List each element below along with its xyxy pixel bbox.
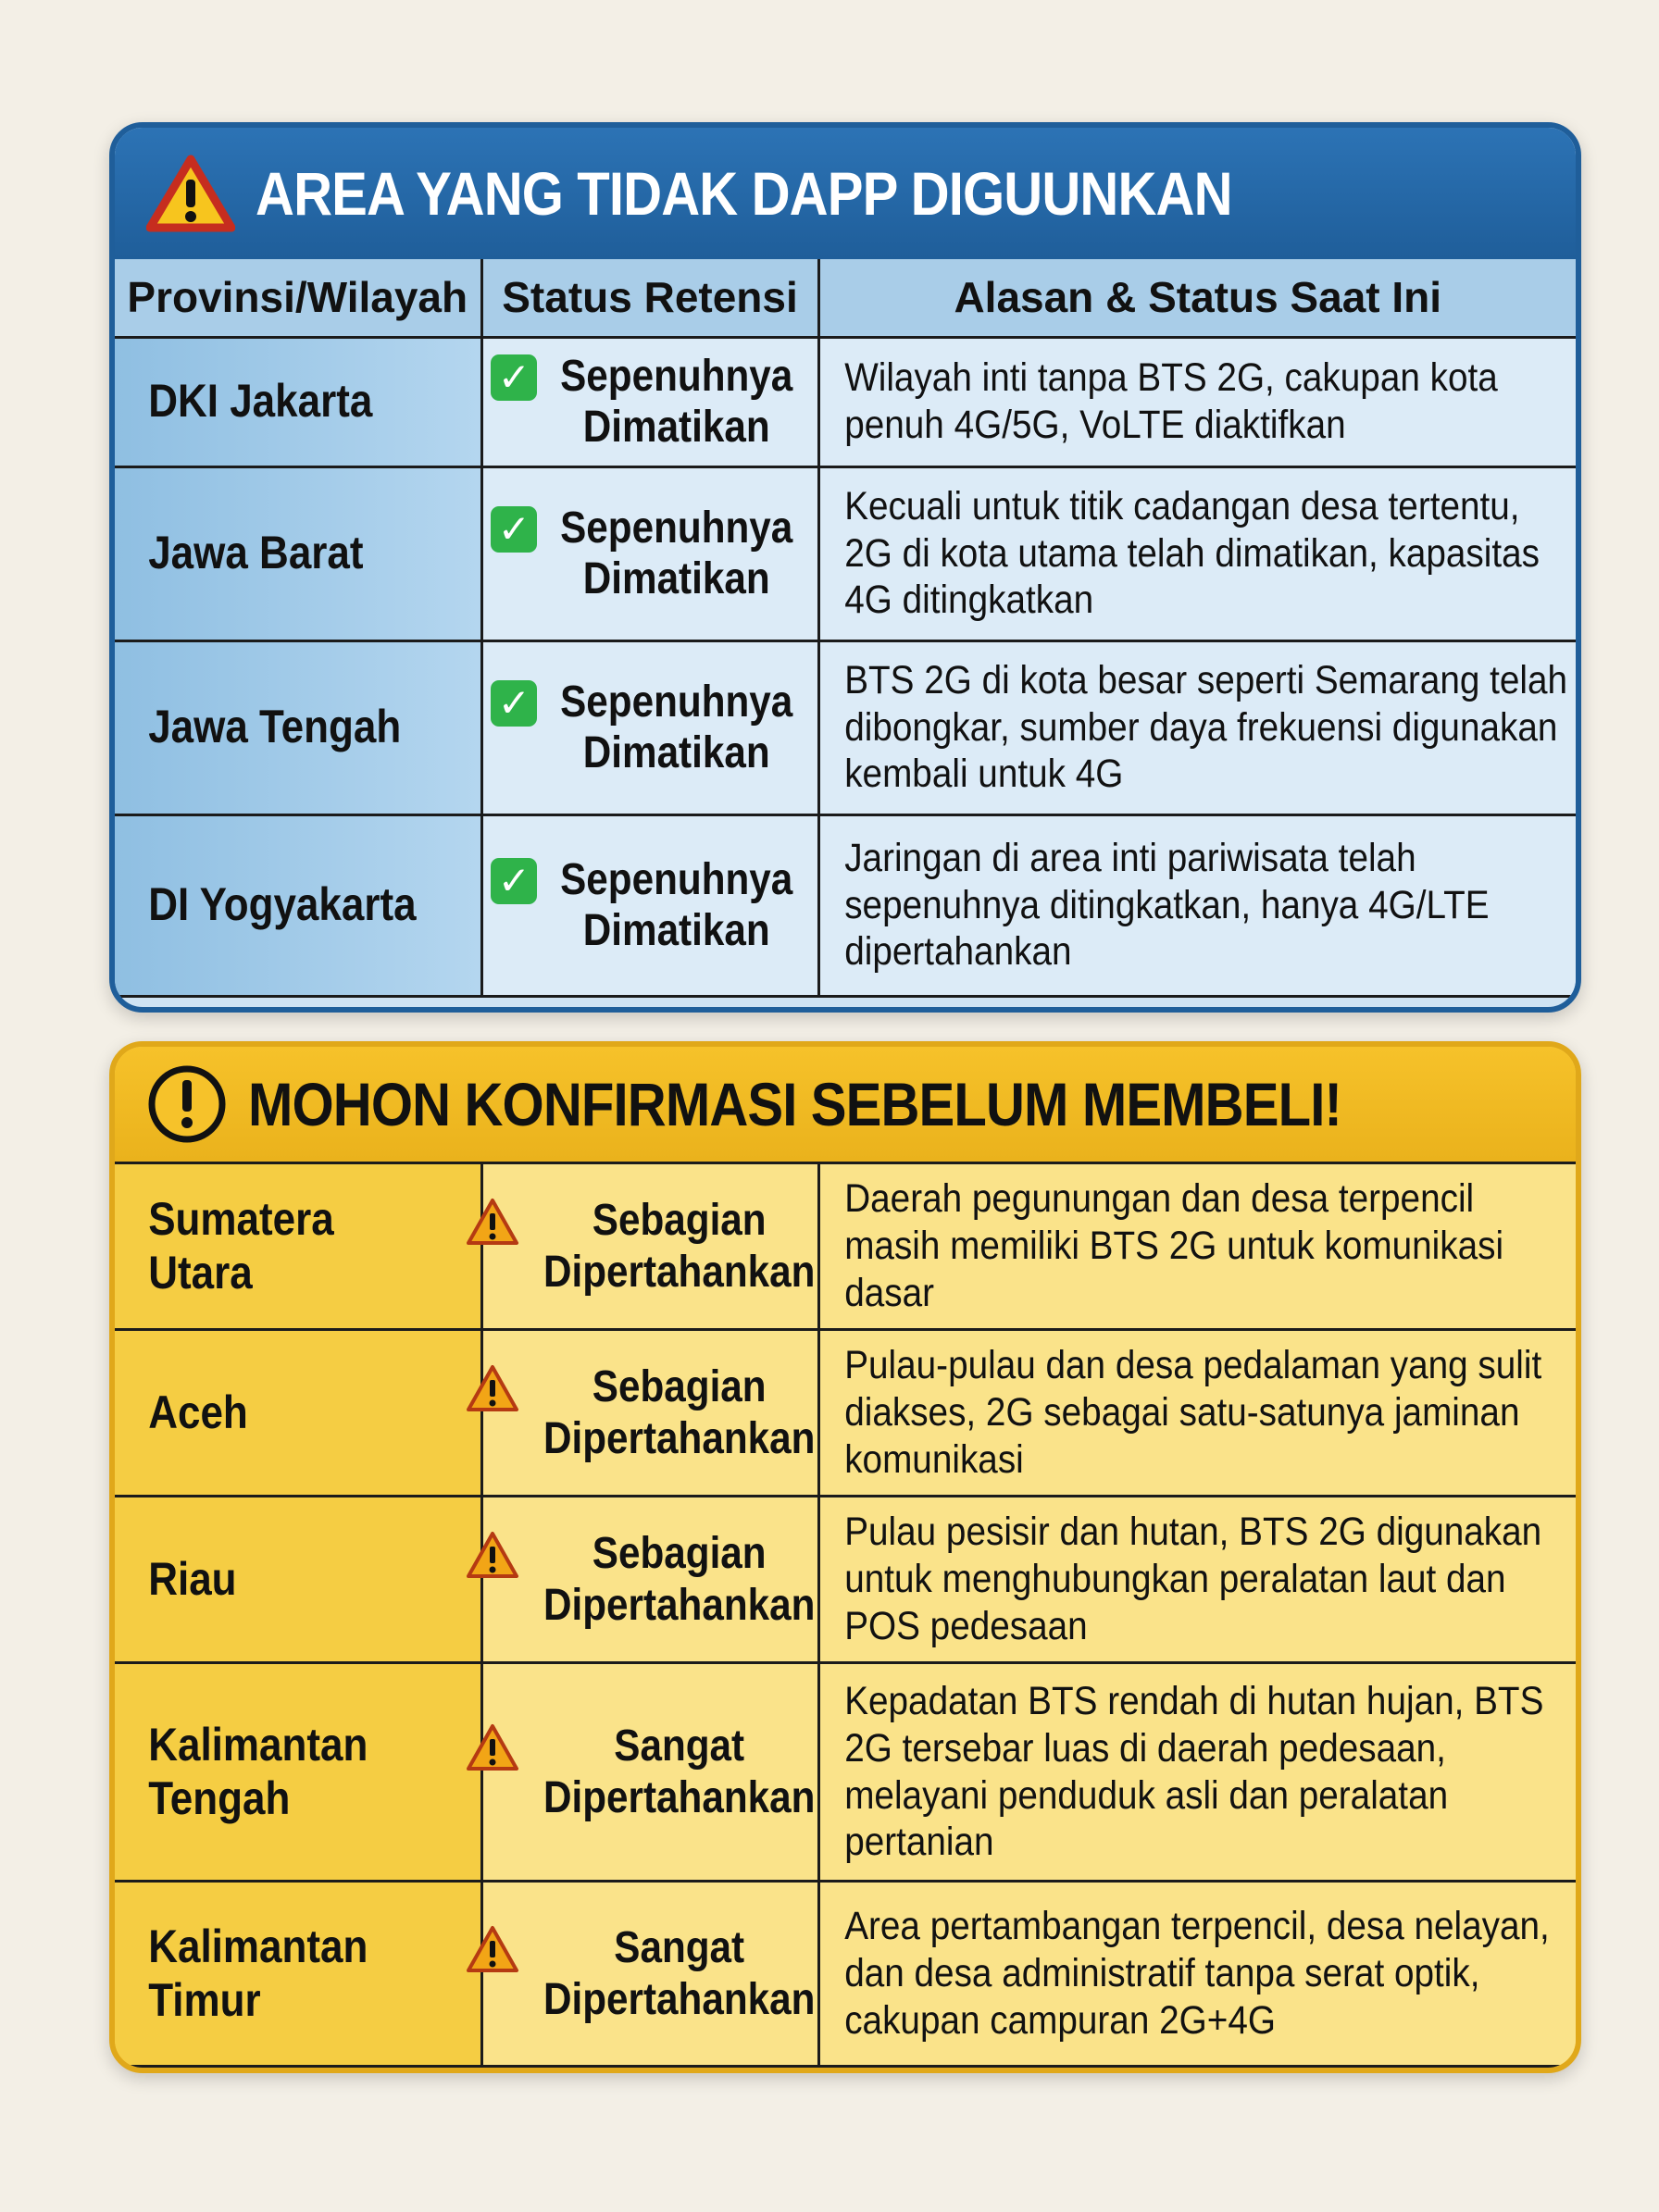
- province-cell: [115, 1663, 481, 1882]
- status-line-1: Sepenuhnya: [560, 351, 793, 401]
- status-line-1: Sebagian: [592, 1196, 767, 1246]
- province-cell: [115, 1163, 481, 1330]
- unavailable-areas-table: [115, 259, 1576, 998]
- province-cell: [115, 337, 481, 466]
- table-row: [115, 1882, 1576, 2067]
- province-cell: [115, 1497, 481, 1663]
- check-icon: ✓: [491, 506, 537, 553]
- table-row: [115, 814, 1576, 996]
- status-line-2: Dimatikan: [583, 728, 770, 777]
- status-line-1: Sebagian: [592, 1362, 767, 1412]
- province-cell: [115, 640, 481, 814]
- province-name: Kalimantan Tengah: [148, 1719, 368, 1824]
- check-icon: ✓: [491, 354, 537, 401]
- table-row: [115, 640, 1576, 814]
- reason-text: Kepadatan BTS rendah di hutan hujan, BTS 2G tersebar luas di daerah pedesaan, melayani penduduk asli dan peralatan pertanian: [843, 1679, 1543, 1865]
- confirm-title: MOHON KONFIRMASI SEBELUM MEMBELI!: [248, 1070, 1341, 1138]
- reason-text: Wilayah inti tanpa BTS 2G, cakupan kota penuh 4G/5G, VoLTE diaktifkan: [843, 355, 1498, 447]
- reason-text: Jaringan di area inti pariwisata telah sepenuhnya ditingkatkan, hanya 4G/LTE dipertahankan: [843, 835, 1490, 975]
- status-line-1: Sepenuhnya: [560, 854, 793, 904]
- check-icon: ✓: [491, 680, 537, 727]
- status-cell: [481, 466, 818, 640]
- status-cell: [481, 1497, 818, 1663]
- reason-cell: [818, 466, 1576, 640]
- province-cell: [115, 466, 481, 640]
- warning-triangle-icon: [466, 1197, 519, 1247]
- table-row: [115, 337, 1576, 466]
- warning-triangle-icon: [466, 1722, 519, 1772]
- status-line-2: Dipertahankan: [543, 1580, 816, 1630]
- province-name: Jawa Tengah: [148, 701, 402, 753]
- table-row: [115, 1330, 1576, 1497]
- province-name: Sumatera Utara: [148, 1193, 334, 1299]
- reason-cell: [818, 814, 1576, 996]
- status-line-1: Sepenuhnya: [560, 503, 793, 553]
- reason-cell: [818, 1882, 1576, 2067]
- table-row: [115, 466, 1576, 640]
- table-row: [115, 1497, 1576, 1663]
- status-cell: [481, 337, 818, 466]
- province-cell: [115, 814, 481, 996]
- status-cell: [481, 1882, 818, 2067]
- status-cell: [481, 640, 818, 814]
- status-line-2: Dipertahankan: [543, 1974, 816, 2024]
- reason-text: Kecuali untuk titik cadangan desa tertentu, 2G di kota utama telah dimatikan, kapasitas 4G ditingkatkan: [843, 483, 1540, 623]
- province-name: DKI Jakarta: [148, 375, 373, 428]
- province-name: Aceh: [148, 1386, 248, 1438]
- reason-text: Pulau-pulau dan desa pedalaman yang sulit diakses, 2G sebagai satu-satunya jaminan komunikasi: [843, 1343, 1541, 1482]
- province-name: DI Yogyakarta: [148, 878, 417, 931]
- confirm-table: [115, 1162, 1576, 2068]
- reason-text: Pulau pesisir dan hutan, BTS 2G digunakan untuk menghubungkan peralatan laut dan POS pedesaan: [843, 1510, 1541, 1648]
- status-line-2: Dimatikan: [583, 403, 770, 452]
- warning-triangle-icon: [466, 1530, 519, 1580]
- table-row: [115, 1663, 1576, 1882]
- status-line-1: Sangat: [614, 1923, 745, 1973]
- reason-text: Area pertambangan terpencil, desa nelayan, dan desa administratif tanpa serat optik, cakupan campuran 2G+4G: [843, 1904, 1550, 2043]
- column-header-province: Provinsi/Wilayah: [115, 259, 481, 337]
- province-name: Kalimantan Timur: [148, 1920, 368, 2026]
- column-header-status: Status Retensi: [481, 259, 818, 337]
- reason-cell: [818, 337, 1576, 466]
- unavailable-areas-card: [109, 122, 1581, 1013]
- unavailable-areas-header: [115, 128, 1576, 259]
- exclamation-circle-icon: [146, 1063, 228, 1145]
- confirm-header: [115, 1047, 1576, 1162]
- province-name: Jawa Barat: [148, 527, 364, 579]
- status-cell: [481, 1330, 818, 1497]
- status-cell: [481, 1663, 818, 1882]
- status-cell: [481, 1163, 818, 1330]
- warning-triangle-icon: [466, 1363, 519, 1413]
- table-row: [115, 1163, 1576, 1330]
- unavailable-areas-title: AREA YANG TIDAK DAPP DIGUUNKAN: [256, 159, 1232, 228]
- status-line-1: Sepenuhnya: [560, 677, 793, 727]
- status-line-2: Dipertahankan: [543, 1413, 816, 1463]
- check-icon: ✓: [491, 858, 537, 904]
- province-cell: [115, 1882, 481, 2067]
- status-cell: [481, 814, 818, 996]
- status-line-1: Sangat: [614, 1721, 745, 1771]
- status-line-2: Dimatikan: [583, 554, 770, 603]
- reason-cell: [818, 640, 1576, 814]
- reason-cell: [818, 1163, 1576, 1330]
- column-header-reason: Alasan & Status Saat Ini: [818, 259, 1576, 337]
- reason-cell: [818, 1663, 1576, 1882]
- warning-triangle-icon: [146, 154, 235, 233]
- reason-cell: [818, 1330, 1576, 1497]
- status-line-2: Dimatikan: [583, 906, 770, 955]
- status-line-2: Dipertahankan: [543, 1247, 816, 1297]
- province-cell: [115, 1330, 481, 1497]
- status-line-1: Sebagian: [592, 1529, 767, 1579]
- reason-text: Daerah pegunungan dan desa terpencil masih memiliki BTS 2G untuk komunikasi dasar: [843, 1176, 1503, 1315]
- reason-text: BTS 2G di kota besar seperti Semarang telah dibongkar, sumber daya frekuensi digunakan kembali untuk 4G: [843, 657, 1567, 797]
- status-line-2: Dipertahankan: [543, 1772, 816, 1822]
- table-header-row: [115, 259, 1576, 337]
- warning-triangle-icon: [466, 1924, 519, 1974]
- confirm-before-buying-card: [109, 1041, 1581, 2073]
- province-name: Riau: [148, 1552, 237, 1605]
- reason-cell: [818, 1497, 1576, 1663]
